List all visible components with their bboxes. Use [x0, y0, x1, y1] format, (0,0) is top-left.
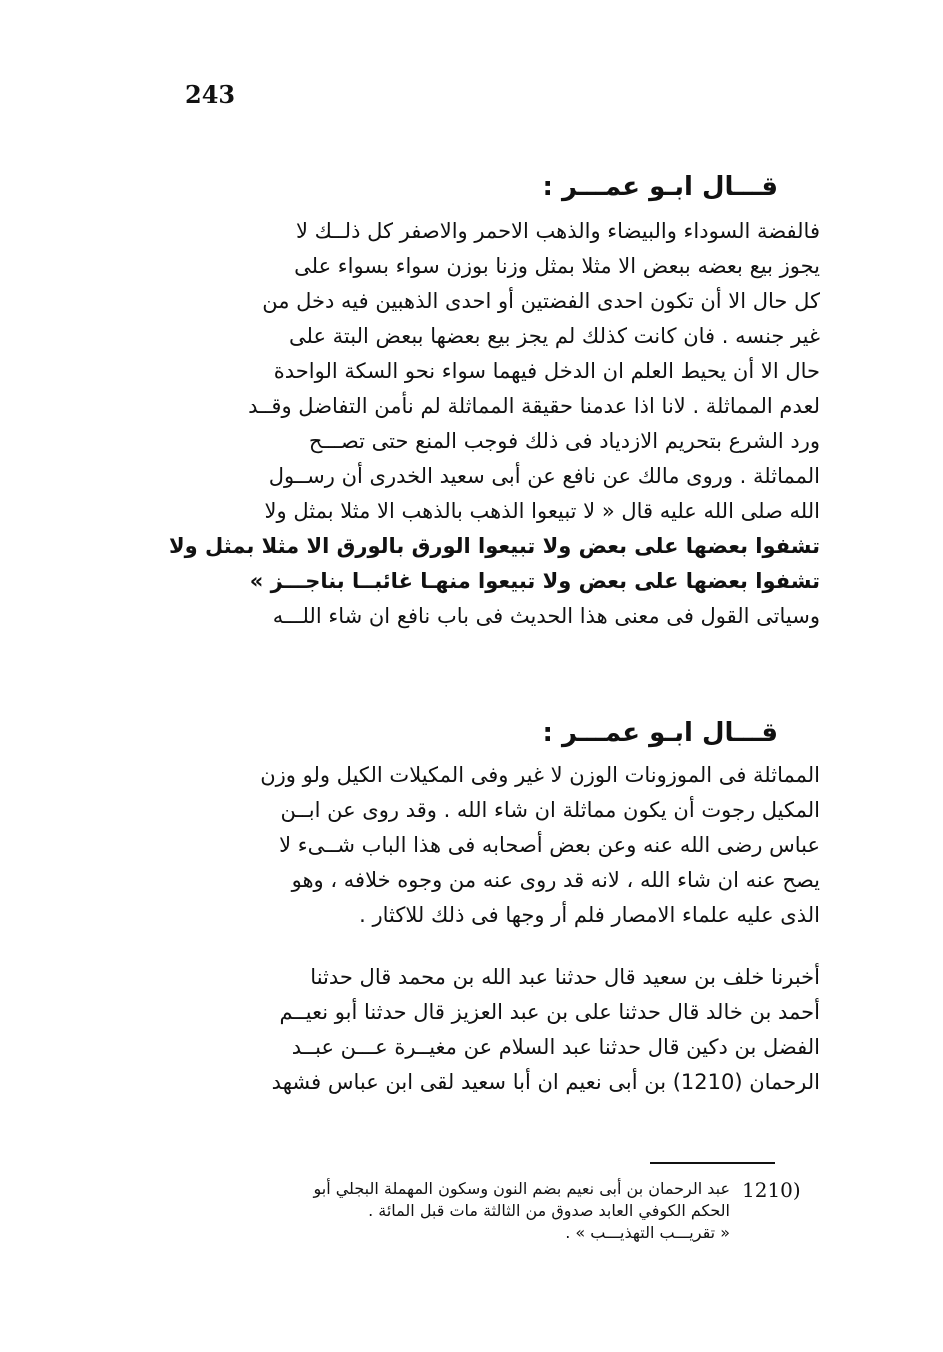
- text-line: كل حال الا أن تكون احدى الفضتين أو احدى الذهبين فيه دخل من: [262, 289, 820, 313]
- text-line: الله صلى الله عليه قال « لا تبيعوا الذهب بالذهب الا مثلا بمثل ولا: [264, 499, 820, 523]
- hadith-line: تشفوا بعضها على بعض ولا تبيعوا الورق بالورق الا مثلا بمثل ولا: [169, 534, 820, 558]
- text-line: يصح عنه ان شاء الله ، لانه قد روى عنه من وجوه خلافه ، وهو: [291, 868, 820, 892]
- text-line: عباس رضى الله عنه وعن بعض أصحابه فى هذا الباب شــىء لا: [279, 833, 820, 857]
- text-line: المماثلة فى الموزونات الوزن لا غير وفى المكيلات الكيل ولو وزن: [260, 763, 820, 787]
- section3-paragraph: [150, 960, 820, 1100]
- hadith-line: تشفوا بعضها على بعض ولا تبيعوا منهـا غائبــا بناجـــز »: [249, 569, 820, 593]
- footnote-line: عبد الرحمان بن أبى نعيم بضم النون وسكون المهملة البجلي أبو: [313, 1179, 730, 1198]
- text-line: حال الا أن يحيط العلم ان الدخل فيهما سواء نحو السكة الواحدة: [273, 359, 820, 383]
- footnote-line: الحكم الكوفي العابد صدوق من الثالثة مات قبل المائة .: [368, 1201, 730, 1220]
- section2-paragraph: [150, 758, 820, 933]
- text-line: أحمد بن خالد قال حدثنا على بن عبد العزيز قال حدثنا أبو نعيــم: [279, 1000, 820, 1024]
- text-line: الفضل بن دكين قال حدثنا عبد السلام عن مغيــرة عـــن عبــد: [291, 1035, 820, 1059]
- text-line: المكيل رجوت أن يكون مماثلة ان شاء الله . وقد روى عن ابــن: [280, 798, 820, 822]
- text-line: الذى عليه علماء الامصار فلم أر وجها فى ذلك للاكثار .: [359, 903, 820, 927]
- footnote-line: « تقريـــب التهذيـــب » .: [565, 1223, 730, 1242]
- section1-paragraph: [150, 214, 820, 634]
- text-line: يجوز بيع بعضه ببعض الا مثلا بمثل وزنا بوزن سواء بسواء على: [294, 254, 820, 278]
- page-number: 243: [185, 80, 236, 109]
- text-line: المماثلة . وروى مالك عن نافع عن أبى سعيد الخدرى أن رســول: [268, 464, 820, 488]
- section2-heading: قـــال ابـو عمـــر :: [542, 718, 778, 748]
- text-line: وسياتى القول فى معنى هذا الحديث فى باب نافع ان شاء اللـــه: [272, 604, 820, 628]
- text-line: لعدم المماثلة . لانا اذا عدمنا حقيقة المماثلة لم نأمن التفاضل وقــد: [248, 394, 820, 418]
- section1-heading: قـــال ابـو عمـــر :: [542, 172, 778, 202]
- footnote-divider: [650, 1162, 775, 1164]
- text-line: غير جنسه . فان كانت كذلك لم يجز بيع بعضها ببعض البتة على: [288, 324, 820, 348]
- text-line: ورد الشرع بتحريم الازدياد فى ذلك فوجب المنع حتى تصـــح: [308, 429, 820, 453]
- text-line: الرحمان (1210) بن أبى نعيم ان أبا سعيد لقى ابن عباس فشهد: [271, 1070, 820, 1094]
- text-line: أخبرنا خلف بن سعيد قال حدثنا عبد الله بن محمد قال حدثنا: [310, 965, 820, 989]
- footnote-number: 1210): [742, 1178, 801, 1202]
- text-line: فالفضة السوداء والبيضاء والذهب الاحمر والاصفر كل ذلــك لا: [296, 219, 820, 243]
- footnote-text: [140, 1178, 730, 1244]
